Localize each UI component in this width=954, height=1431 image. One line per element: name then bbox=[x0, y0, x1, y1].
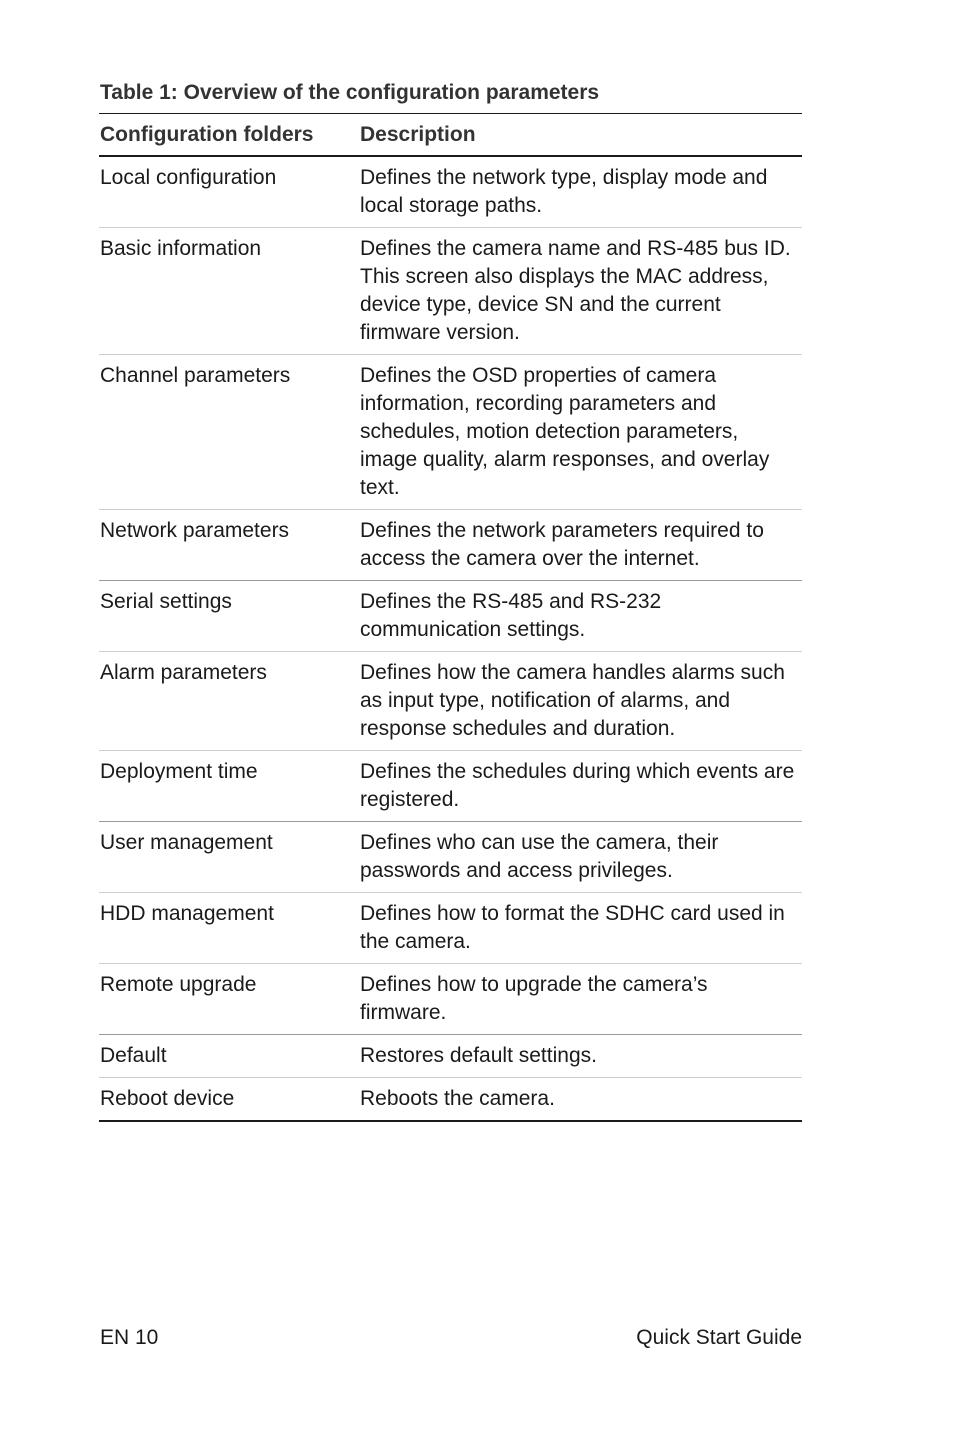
folder-cell: Local configuration bbox=[100, 166, 277, 189]
document-title: Quick Start Guide bbox=[636, 1326, 802, 1349]
description-cell: Restores default settings. bbox=[360, 1044, 597, 1067]
table-row bbox=[99, 893, 802, 964]
table-row bbox=[99, 510, 802, 581]
description-cell: Defines the camera name and RS-485 bus ID. This screen also displays the MAC address, device type, device SN and the current firmware version. bbox=[360, 237, 791, 344]
description-cell: Defines the network type, display mode and local storage paths. bbox=[360, 166, 768, 217]
folder-cell: Default bbox=[100, 1044, 167, 1067]
folder-cell: Reboot device bbox=[100, 1087, 235, 1110]
folder-cell: Channel parameters bbox=[100, 364, 291, 387]
header-description: Description bbox=[360, 123, 476, 146]
description-cell: Defines who can use the camera, their passwords and access privileges. bbox=[360, 831, 719, 882]
description-cell: Defines how to format the SDHC card used in the camera. bbox=[360, 902, 785, 953]
folder-cell: Network parameters bbox=[100, 519, 290, 542]
table-row bbox=[99, 581, 802, 652]
table-row bbox=[99, 652, 802, 751]
config-table bbox=[99, 113, 802, 1122]
folder-cell: Basic information bbox=[100, 237, 262, 260]
folder-cell: Serial settings bbox=[100, 590, 232, 613]
table-row bbox=[99, 355, 802, 510]
page-number: EN 10 bbox=[100, 1326, 159, 1349]
header-configuration-folders: Configuration folders bbox=[100, 123, 314, 146]
table-row bbox=[99, 751, 802, 822]
table-caption: Table 1: Overview of the configuration parameters bbox=[100, 81, 600, 104]
table-row bbox=[99, 157, 802, 228]
table-row bbox=[99, 964, 802, 1035]
description-cell: Defines the RS-485 and RS-232 communication settings. bbox=[360, 590, 662, 641]
folder-cell: Alarm parameters bbox=[100, 661, 267, 684]
folder-cell: User management bbox=[100, 831, 273, 854]
description-cell: Defines the network parameters required to access the camera over the internet. bbox=[360, 519, 764, 570]
description-cell: Reboots the camera. bbox=[360, 1087, 555, 1110]
table-row bbox=[99, 1035, 802, 1078]
folder-cell: Deployment time bbox=[100, 760, 258, 783]
table-row bbox=[99, 822, 802, 893]
description-cell: Defines the OSD properties of camera information, recording parameters and schedules, motion detection parameters, image quality, alarm responses, and overlay text. bbox=[360, 364, 770, 499]
description-cell: Defines how the camera handles alarms such as input type, notification of alarms, and response schedules and duration. bbox=[360, 661, 785, 740]
description-cell: Defines the schedules during which events are registered. bbox=[360, 760, 795, 811]
table-row bbox=[99, 228, 802, 355]
folder-cell: HDD management bbox=[100, 902, 274, 925]
folder-cell: Remote upgrade bbox=[100, 973, 257, 996]
table-row bbox=[99, 1078, 802, 1120]
table-header-row bbox=[99, 114, 802, 157]
description-cell: Defines how to upgrade the camera’s firmware. bbox=[360, 973, 708, 1024]
